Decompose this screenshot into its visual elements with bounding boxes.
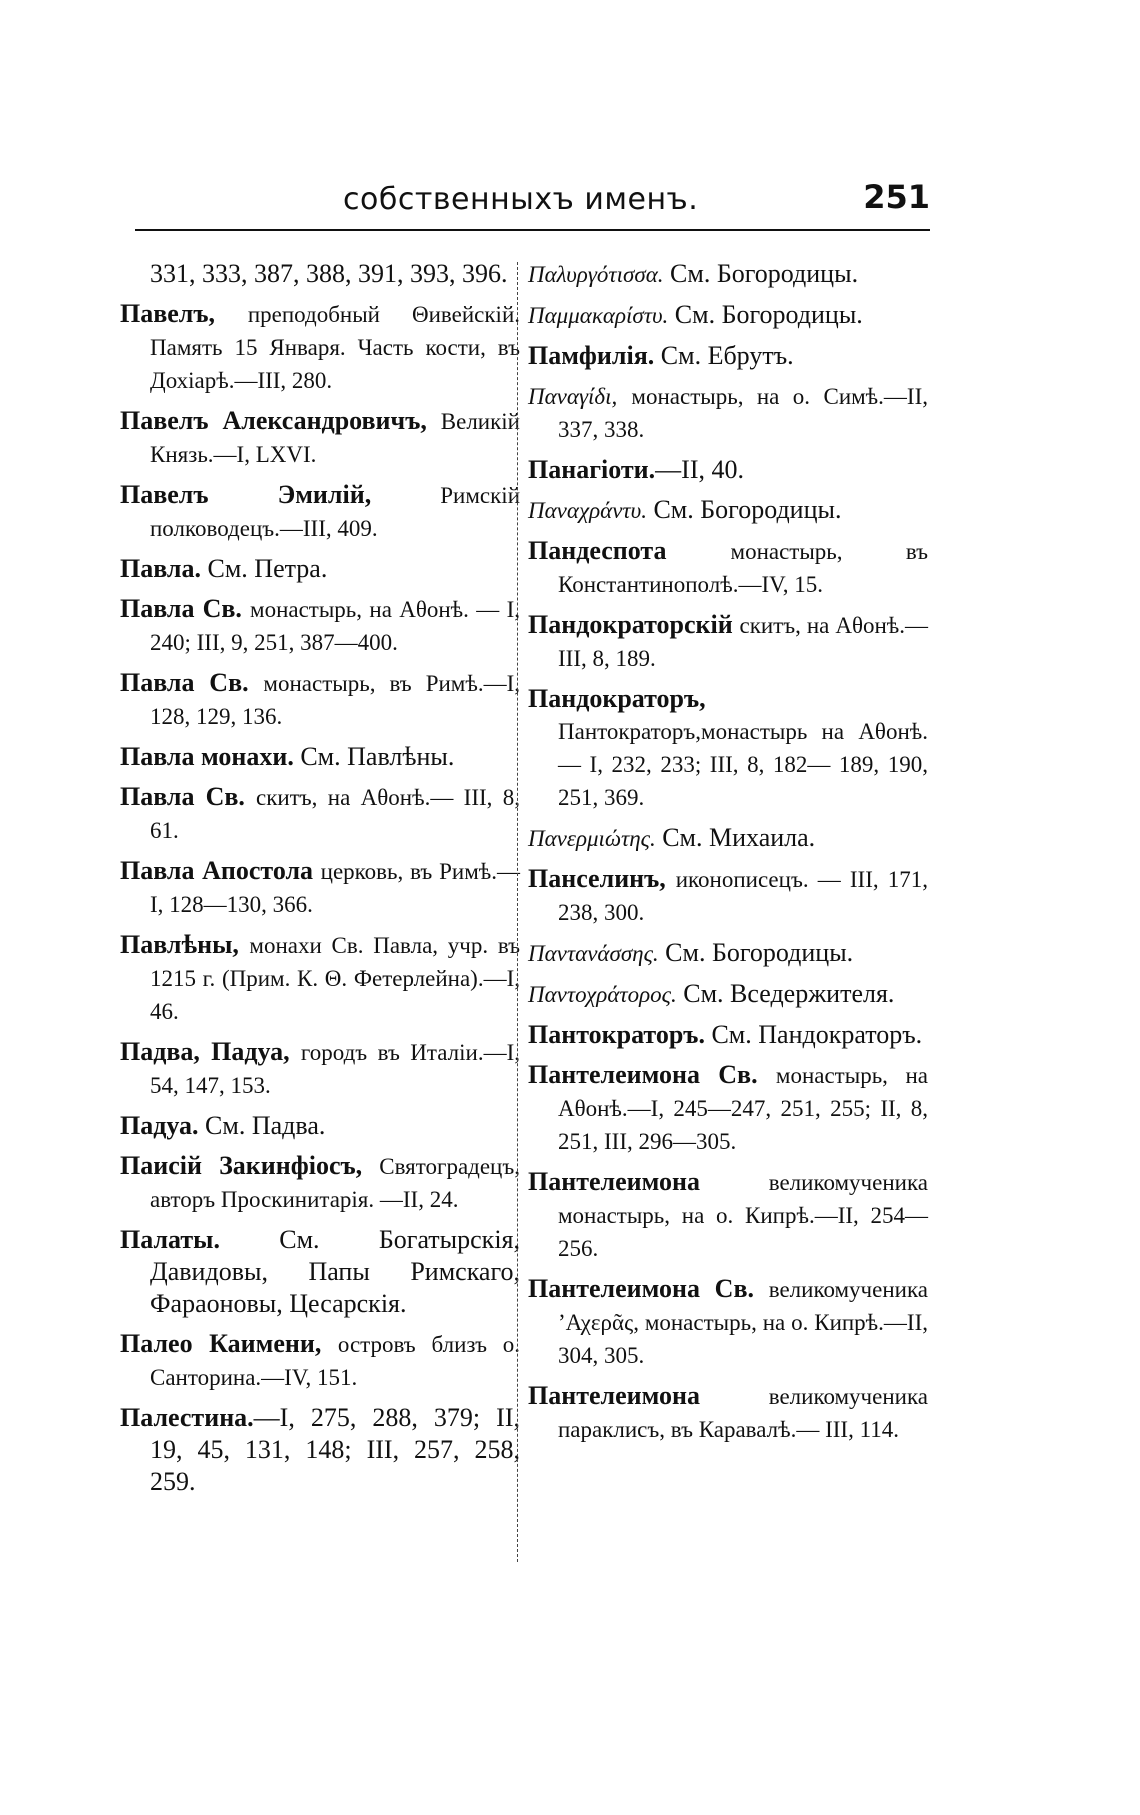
index-entry: Пантелеимона Св. монастырь, на Аθонѣ.—I, 245—247, 251, 255; II, 8, 251, III, 296—305. [528, 1060, 928, 1154]
right-column [528, 258, 928, 1454]
index-entry: Паисій Закинфіосъ, Святоградецъ, авторъ Проскинитарія. —II, 24. [120, 1151, 521, 1212]
index-entry: Παναχράντυ. См. Богородицы. [528, 495, 842, 524]
index-entry: Πανερμιώτης. См. Михаила. [528, 823, 816, 852]
index-entry: Павелъ, преподобный Θивейскій. Память 15 Января. Часть кости, въ Дохіарѣ.—III, 280. [120, 299, 520, 393]
index-entry: Панселинъ, иконописецъ. — III, 171, 238, 300. [528, 864, 928, 925]
index-entry: Παμμακαρίστυ. См. Богородицы. [528, 300, 863, 329]
page-number: 251 [863, 178, 930, 216]
index-entry: Павелъ Эмилій, Римскій полководецъ.—III, 409. [120, 480, 521, 541]
index-entry: Παντανάσσης. См. Богородицы. [528, 938, 854, 967]
index-entry: Павла Апостола церковь, въ Римѣ.—I, 128—130, 366. [120, 856, 520, 917]
index-entry: Павла монахи. См. Павлѣны. [120, 742, 455, 771]
index-entry: Павлѣны, монахи Св. Павла, учр. въ 1215 г. (Прим. К. Θ. Фетерлейна).—I, 46. [120, 930, 521, 1024]
index-entry: Пантелеимона великомученика монастырь, на о. Кипрѣ.—II, 254—256. [528, 1167, 928, 1261]
running-header [135, 178, 930, 230]
index-entry: 331, 333, 387, 388, 391, 393, 396. [150, 259, 508, 288]
index-entry: Пантелеимона Св. великомученика ’Αχερᾶς, монастырь, на о. Кипрѣ.—II, 304, 305. [528, 1274, 928, 1368]
index-entry: Παλυργότισσα. См. Богородицы. [528, 259, 859, 288]
index-entry: Пантократоръ. См. Пандократоръ. [528, 1020, 923, 1049]
index-entry: Павла Св. монастырь, въ Римѣ.—I, 128, 129, 136. [120, 668, 521, 729]
index-entry: Павла Св. скитъ, на Аθонѣ.— III, 8, 61. [120, 782, 521, 843]
index-entry: Палео Каимени, островъ близъ о. Санторина.—IV, 151. [120, 1329, 521, 1390]
index-entry: Павла. См. Петра. [120, 554, 328, 583]
running-title: собственныхъ именъ. [343, 182, 699, 217]
index-entry: Палаты. См. Богатырскія, Давидовы, Папы Римскаго, Фараоновы, Цесарскія. [120, 1225, 520, 1318]
index-entry: Панагіоти.—II, 40. [528, 455, 744, 484]
header-rule [135, 229, 930, 231]
index-entry: Падуа. См. Падва. [120, 1111, 326, 1140]
index-entry: Пантелеимона великомученика параклисъ, въ Каравалѣ.— III, 114. [528, 1381, 928, 1442]
index-entry: Падва, Падуа, городъ въ Италіи.—I, 54, 147, 153. [120, 1037, 520, 1098]
index-entry: Παναγίδι, монастырь, на о. Симѣ.—II, 337, 338. [528, 384, 928, 442]
index-entry: Παντοχράτορος. См. Вседержителя. [528, 979, 895, 1008]
index-entry: Пандократорскій скитъ, на Аθонѣ.—III, 8, 189. [528, 610, 929, 671]
index-entry: Павла Св. монастырь, на Аθонѣ. — I, 240; III, 9, 251, 387—400. [120, 594, 521, 655]
index-entry: Памфилія. См. Ебрутъ. [528, 341, 794, 370]
left-column [120, 258, 520, 1506]
index-entry: Павелъ Александровичъ, Великій Князь.—I, LXVI. [120, 406, 520, 467]
index-entry: Пандеспота монастырь, въ Константинополѣ.—IV, 15. [528, 536, 928, 597]
index-entry: Пандократоръ, Пантократоръ,монастырь на Аθонѣ.— I, 232, 233; III, 8, 182— 189, 190, 251, 369. [528, 684, 928, 810]
index-entry: Палестина.—I, 275, 288, 379; II, 19, 45, 131, 148; III, 257, 258, 259. [120, 1403, 520, 1496]
column-divider [517, 262, 518, 1562]
